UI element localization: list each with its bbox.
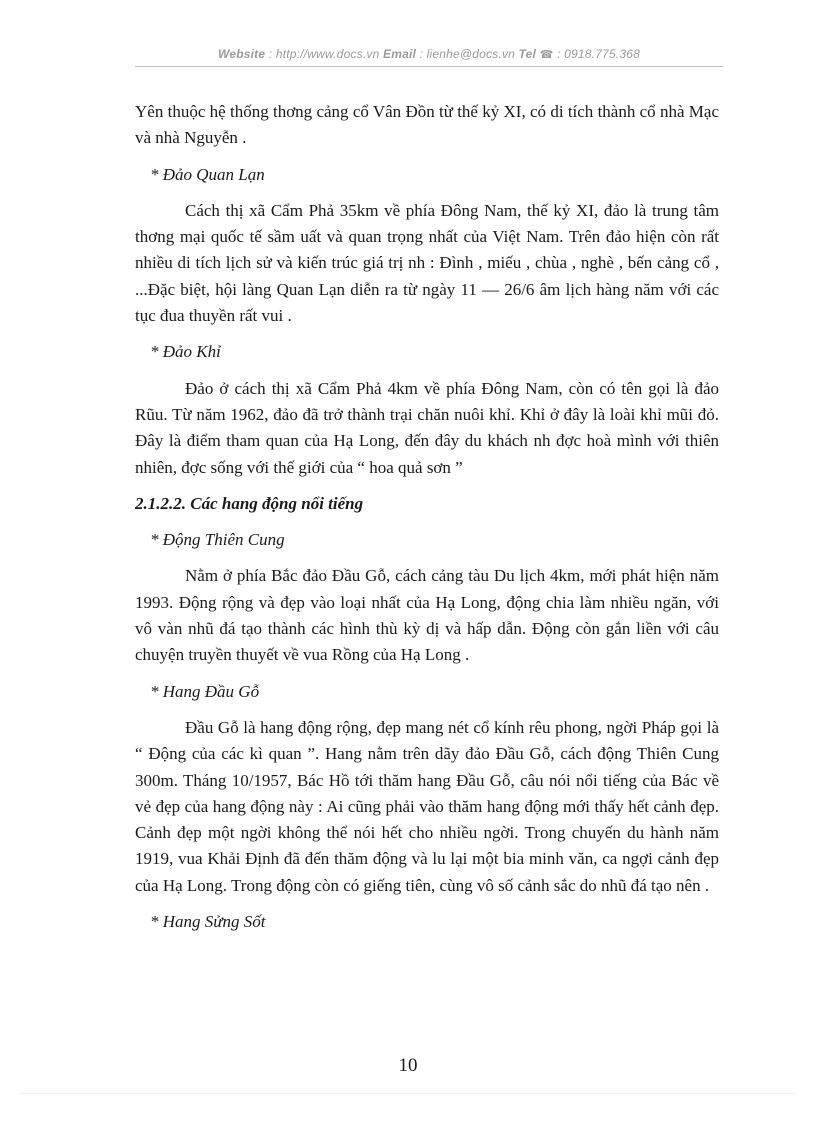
paragraph: Yên thuộc hệ thống thơng cảng cổ Vân Đồn từ thế kỷ XI, có di tích thành cổ nhà Mạc và nhà Nguyễn . xyxy=(135,102,719,148)
footer-divider xyxy=(20,1093,796,1094)
paragraph: Nằm ở phía Bắc đảo Đầu Gỗ, cách cảng tàu Du lịch 4km, mới phát hiện năm 1993. Động rộng và đẹp vào loại nhất của Hạ Long, động chia làm nhiều ngăn, với vô vàn nhũ đá tạo thành các hình thù kỳ dị và hấp dẫn. Động còn gắn liền với câu chuyện truyền thuyết về vua Rồng của Hạ Long . xyxy=(135,566,719,665)
section-heading: 2.1.2.2. Các hang động nổi tiếng xyxy=(135,493,364,513)
website-value: : http://www.docs.vn xyxy=(265,47,384,61)
page-header xyxy=(135,47,723,61)
document-body xyxy=(135,99,719,945)
tel-value: : 0918.775.368 xyxy=(557,47,640,61)
tel-label: Tel xyxy=(518,47,537,61)
email-label: Email xyxy=(383,47,417,61)
subheading-dao-khi: * Đảo Khỉ xyxy=(150,342,221,362)
paragraph: Đảo ở cách thị xã Cẩm Phả 4km về phía Đông Nam, còn có tên gọi là đảo Rũu. Từ năm 1962, đảo đã trở thành trại chăn nuôi khỉ. Khỉ ở đây là loài khỉ mũi đỏ. Đây là điểm tham quan của Hạ Long, đến đây du khách nh đợc hoà mình với thiên nhiên, đợc sống với thế giới của “ hoa quả sơn ” xyxy=(135,378,719,477)
page-number: 10 xyxy=(398,1055,418,1076)
subheading-quan-lan: * Đảo Quan Lạn xyxy=(150,164,265,184)
subheading-sung-sot: * Hang Sửng Sốt xyxy=(150,912,266,932)
website-label: Website xyxy=(218,47,266,61)
paragraph: Cách thị xã Cẩm Phả 35km về phía Đông Nam, thế kỷ XI, đảo là trung tâm thơng mại quốc tế sầm uất và quan trọng nhất của Việt Nam. Trên đảo hiện còn rất nhiều di tích lịch sử và kiến trúc giá trị nh : Đình , miếu , chùa , nghè , bến cảng cổ , ...Đặc biệt, hội làng Quan Lạn diễn ra từ ngày 11 — 26/6 âm lịch hàng năm với các tục đua thuyền rất vui . xyxy=(135,200,719,326)
phone-icon: ☎ xyxy=(539,49,554,61)
header-divider xyxy=(135,66,723,67)
paragraph: Đầu Gỗ là hang động rộng, đẹp mang nét cổ kính rêu phong, ngời Pháp gọi là “ Động của các kì quan ”. Hang nằm trên dãy đảo Đầu Gỗ, cách động Thiên Cung 300m. Tháng 10/1957, Bác Hồ tới thăm hang Đầu Gỗ, câu nói nổi tiếng của Bác về vẻ đẹp của hang động này : Ai cũng phải vào thăm hang động mới thấy hết cảnh đẹp. Cảnh đẹp một ngời không thể nói hết cho nhiều ngời. Trong chuyến du hành năm 1919, vua Khải Định đã đến thăm động và lu lại một bia minh văn, ca ngợi cảnh đẹp của Hạ Long. Trong động còn có giếng tiên, cùng vô số cảnh sắc do nhũ đá tạo nên . xyxy=(135,717,719,895)
email-value: : lienhe@docs.vn xyxy=(416,47,519,61)
subheading-thien-cung: * Động Thiên Cung xyxy=(150,530,285,550)
subheading-dau-go: * Hang Đầu Gỗ xyxy=(150,681,260,701)
